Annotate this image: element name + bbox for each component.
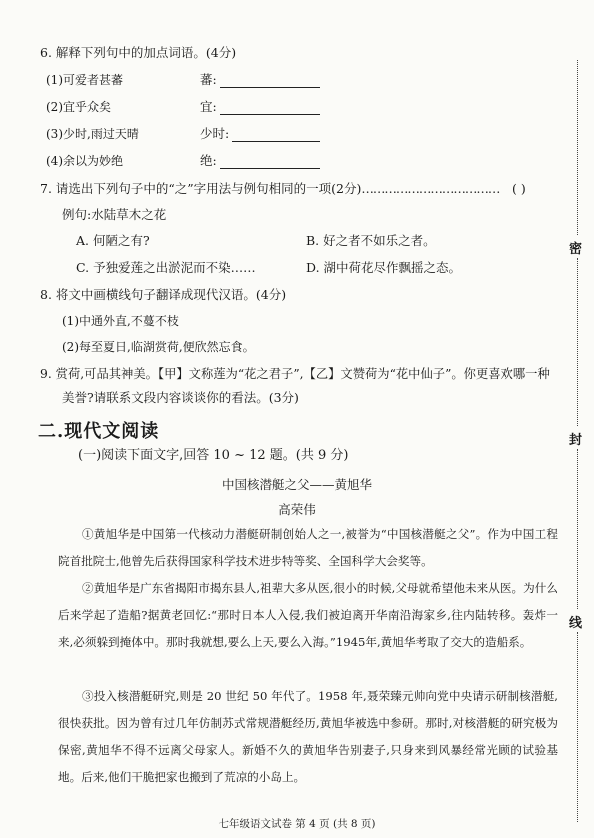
q6-item-1: (1)可爱者甚蕃 [46, 73, 124, 87]
q6-answer-line-3[interactable] [232, 141, 320, 142]
q7-option-b: B. 好之者不如乐之者。 [306, 233, 436, 248]
q8-sentence-2: (2)每至夏日,临湖赏荷,便欣然忘食。 [62, 340, 255, 354]
q6-term-4: 绝: [200, 153, 217, 168]
binding-line-top [577, 60, 578, 235]
q7-example: 例句:水陆草木之花 [62, 207, 167, 222]
q7-title: 7. 请选出下列句子中的“之”字用法与例句相同的一项(2分)……………………………… [40, 181, 500, 196]
article-paragraph-2: ②黄旭华是广东省揭阳市揭东县人,祖辈大多从医,很小的时候,父母就希望他未来从医。为什么后来学起了造船?据黄老回忆:“那时日本人入侵,我们被迫离开华南沿海家乡,往内陆转移。轰炸一来,必须躲到掩体中。那时我就想,要么上天,要么入海。”1945年,黄旭华考取了交大的造船系。 [58, 581, 558, 649]
q6-term-2: 宜: [200, 99, 217, 114]
q6-title: 6. 解释下列句中的加点词语。(4分) [40, 45, 237, 60]
binding-line-bottom [577, 632, 578, 822]
binding-char-xian: 线 [569, 616, 583, 631]
q6-item-4: (4)余以为妙绝 [46, 154, 124, 168]
q9-line-2: 美誉?请联系文段内容谈谈你的看法。(3分) [62, 390, 299, 405]
binding-line-middle [577, 258, 578, 426]
q8-title: 8. 将文中画横线句子翻译成现代汉语。(4分) [40, 287, 287, 302]
section-heading: 二.现代文阅读 [38, 421, 160, 442]
q9-line-1: 9. 赏荷,可品其神美。【甲】文称莲为“花之君子”,【乙】文赞荷为“花中仙子”。你更喜欢哪一种 [40, 367, 550, 381]
q6-term-1: 蕃: [200, 72, 217, 87]
q6-answer-line-1[interactable] [220, 87, 320, 88]
binding-char-mi: 密 [569, 242, 583, 257]
q6-answer-line-4[interactable] [220, 168, 320, 169]
q8-sentence-1: (1)中通外直,不蔓不枝 [62, 314, 179, 328]
q6-item-2: (2)宜乎众矣 [46, 100, 112, 114]
article-paragraph-3: ③投入核潜艇研究,则是 20 世纪 50 年代了。1958 年,聂荣臻元帅向党中央请示研制核潜艇,很快获批。因为曾有过几年仿制苏式常规潜艇经历,黄旭华被选中参研。那时,对核潜艇的研究极为保密,黄旭华不得不远离父母家人。新婚不久的黄旭华告别妻子,只身来到风暴经常光顾的试验基地。后来,他们干脆把家也搬到了荒凉的小岛上。 [58, 689, 558, 784]
article-title: 中国核潜艇之父——黄旭华 [221, 477, 372, 492]
article-paragraph-1: ①黄旭华是中国第一代核动力潜艇研制创始人之一,被誉为“中国核潜艇之父”。作为中国工程院首批院士,他曾先后获得国家科学技术进步特等奖、全国科学大会奖等。 [58, 527, 558, 568]
section-sub-heading: (一)阅读下面文字,回答 10 ~ 12 题。(共 9 分) [78, 448, 349, 463]
q6-item-3: (3)少时,雨过天晴 [46, 127, 139, 141]
article-author: 高荣伟 [278, 502, 316, 517]
q6-term-3: 少时: [200, 126, 230, 141]
q7-option-c: C. 予独爱莲之出淤泥而不染…… [76, 260, 256, 275]
q7-option-a: A. 何陋之有? [76, 233, 150, 248]
q7-answer-paren[interactable]: ( ) [512, 181, 526, 196]
q7-option-d: D. 湖中荷花尽作飘摇之态。 [306, 260, 462, 275]
q6-answer-line-2[interactable] [220, 114, 320, 115]
binding-line-lower [577, 449, 578, 609]
binding-char-feng: 封 [569, 433, 583, 448]
page-footer: 七年级语文试卷 第 4 页 (共 8 页) [218, 818, 376, 830]
